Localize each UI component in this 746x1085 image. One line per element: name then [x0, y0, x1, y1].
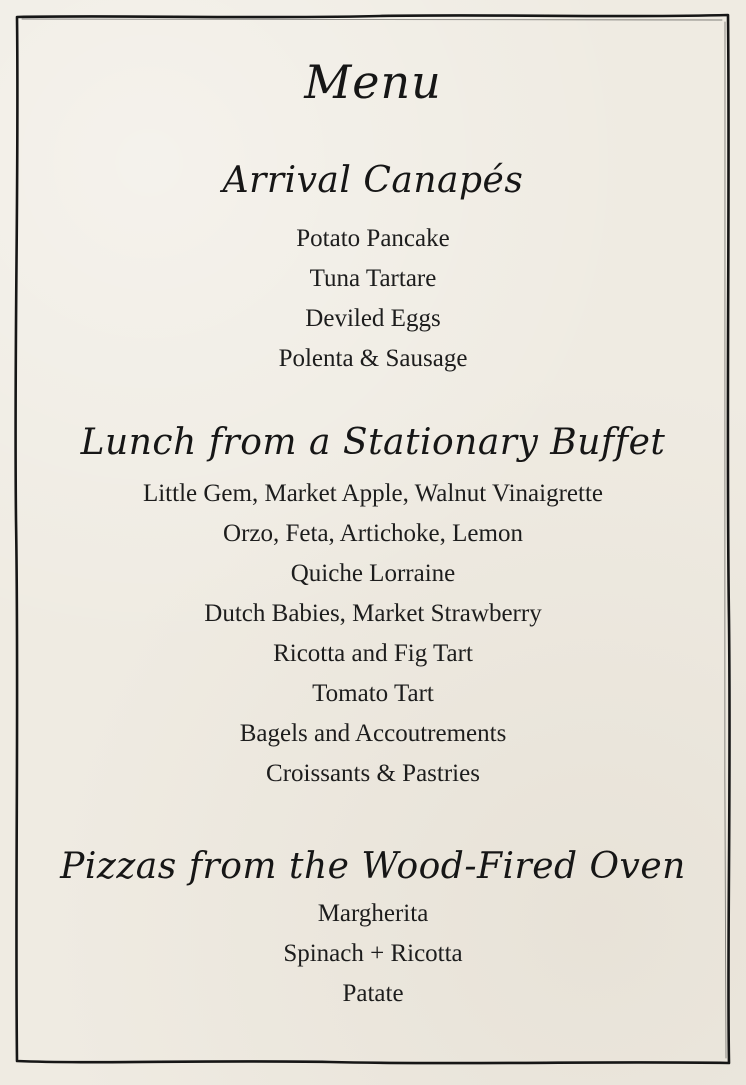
dish-item: Bagels and Accoutrements: [239, 720, 507, 747]
dish-item: Spinach + Ricotta: [283, 940, 463, 967]
dish-item: Tuna Tartare: [309, 265, 437, 292]
dish-item: Margherita: [317, 900, 429, 927]
section-heading: Pizzas from the Wood-Fired Oven: [60, 846, 686, 887]
dish-list: [30, 219, 716, 379]
dish-item: Quiche Lorraine: [290, 560, 456, 587]
dish-item: Little Gem, Market Apple, Walnut Vinaigrette: [142, 480, 604, 507]
dish-item: Potato Pancake: [296, 225, 450, 252]
dish-item: Ricotta and Fig Tart: [273, 640, 473, 667]
section-heading: Lunch from a Stationary Buffet: [80, 422, 666, 463]
menu-title: Menu: [304, 55, 442, 109]
dish-item: Croissants & Pastries: [266, 760, 480, 787]
section-heading: Arrival Canapés: [222, 160, 524, 201]
dish-list: [30, 474, 716, 794]
dish-item: Dutch Babies, Market Strawberry: [204, 600, 542, 627]
dish-item: Orzo, Feta, Artichoke, Lemon: [223, 520, 523, 547]
dish-item: Deviled Eggs: [305, 305, 441, 332]
dish-item: Tomato Tart: [312, 680, 434, 707]
dish-list: [30, 894, 716, 1014]
dish-item: Polenta & Sausage: [278, 345, 468, 372]
dish-item: Patate: [342, 980, 404, 1007]
